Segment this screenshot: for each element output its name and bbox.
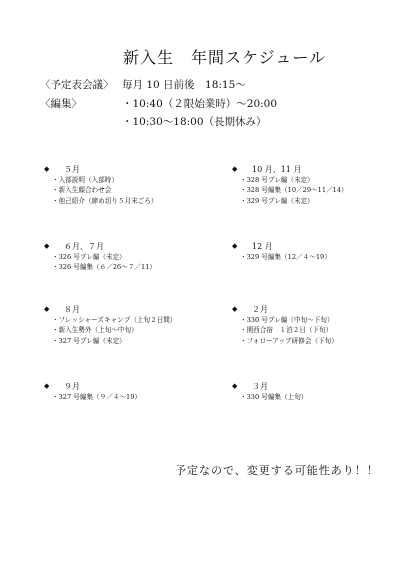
month-block-june-july [44, 240, 224, 273]
diamond-bullet-icon: ◆ [232, 242, 238, 250]
schedule-item: ・330 号編集（上旬） [240, 393, 308, 401]
diamond-bullet-icon: ◆ [232, 382, 238, 390]
month-block-february [232, 303, 412, 346]
schedule-item: ・関西合宿 １泊２日（下旬） [240, 326, 333, 335]
meta-value: ・10:30〜18:00（長期休み） [122, 116, 267, 128]
schedule-item: ・328 号編集（10／29〜11／14） [240, 186, 348, 195]
schedule-item: ・他己紹介（締め切り５月末ごろ） [52, 196, 158, 205]
schedule-item: ・326 号プレ編（未定） [52, 253, 126, 261]
month-block-march [232, 380, 412, 402]
schedule-item: ・フレッシャーズキャンプ（上旬２日間） [52, 316, 177, 324]
month-label: ６月、７月 [64, 241, 104, 251]
schedule-item: ・329 号プレ編（未定） [240, 196, 314, 205]
schedule-item: ・330 号プレ編（中旬〜下旬） [240, 316, 334, 324]
schedule-item: ・327 号編集（９／４〜19） [52, 393, 142, 401]
diamond-bullet-icon: ◆ [44, 242, 50, 250]
diamond-bullet-icon: ◆ [232, 165, 238, 173]
schedule-item: ・328 号プレ編（未定） [240, 176, 314, 184]
month-block-oct-nov [232, 163, 412, 206]
meta-label: 〈編集〉 [40, 98, 82, 110]
month-block-september [44, 380, 224, 402]
schedule-item: ・326 号編集（６／26〜７／11） [52, 263, 156, 272]
meta-value: ・10:40（２限始業時）〜20:00 [122, 98, 278, 110]
diamond-bullet-icon: ◆ [232, 305, 238, 313]
month-label: ５月 [64, 164, 80, 174]
month-label: ９月 [64, 381, 80, 391]
diamond-bullet-icon: ◆ [44, 382, 50, 390]
diamond-bullet-icon: ◆ [44, 165, 50, 173]
meta-value: 毎月 10 日前後 18:15〜 [122, 79, 246, 91]
page-title: 新入生 年間スケジュール [122, 48, 327, 67]
month-label: ３月 [252, 381, 268, 391]
month-label: ２月 [252, 304, 268, 314]
month-block-may [44, 163, 224, 206]
diamond-bullet-icon: ◆ [44, 305, 50, 313]
schedule-item: ・327 号プレ編（未定） [52, 336, 126, 345]
change-notice: 予定なので、変更する可能性あり！！ [175, 464, 379, 477]
meta-label: 〈予定表会議〉 [40, 79, 114, 91]
month-label: 12 月 [252, 241, 273, 251]
schedule-item: ・入部説明（入部時） [52, 176, 118, 184]
schedule-item: ・新入生顔合わせ会 [52, 186, 112, 195]
month-block-december [232, 240, 412, 262]
month-label: 10 月、11 月 [252, 164, 302, 174]
schedule-item: ・新入生勢外（上旬〜中旬） [52, 326, 138, 335]
schedule-item: ・フォローアップ研修会（下旬） [240, 336, 338, 345]
month-label: ８月 [64, 304, 80, 314]
month-block-august [44, 303, 224, 346]
schedule-item: ・329 号編集（12／４〜19） [240, 253, 331, 261]
